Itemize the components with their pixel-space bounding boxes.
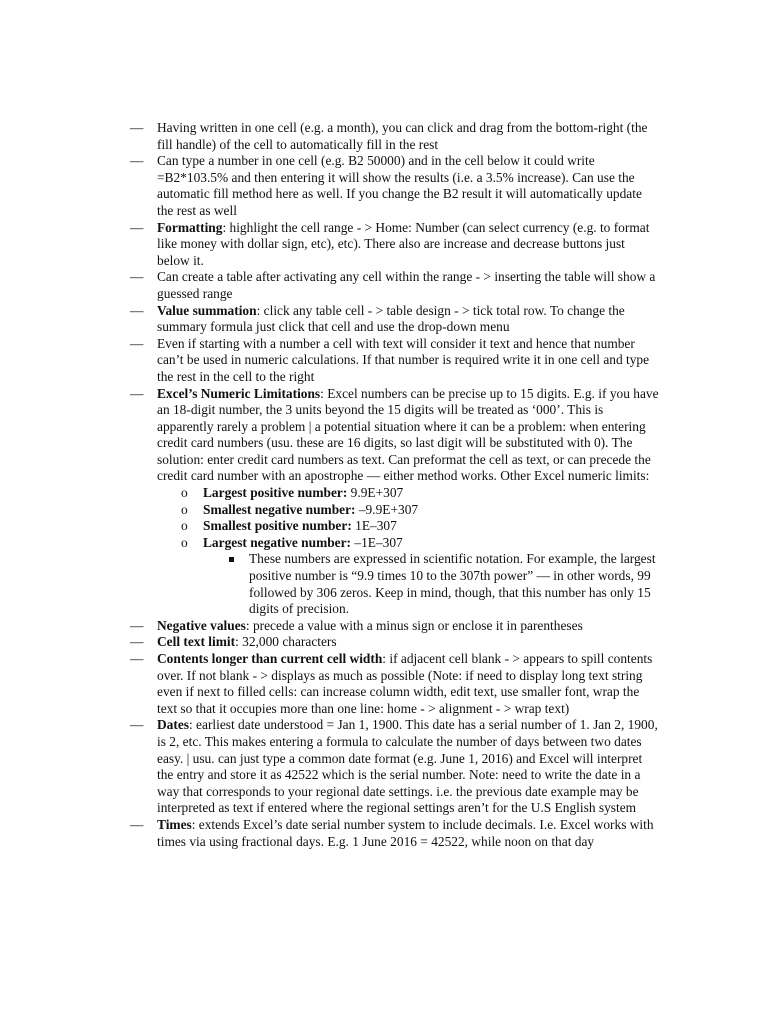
dash-bullet-icon: — [130, 385, 144, 401]
item-bold-label: Contents longer than current cell width [157, 651, 383, 666]
limit-value: 1E–307 [351, 518, 397, 534]
item-text: : precede a value with a minus sign or enclose it in parentheses [245, 617, 583, 633]
item-text: : if adjacent cell blank - > appears to spill contents over. If not blank - > displays as much as possible (Note: if need to display long text string even if next to filled cells: can increase column width, edit text, use smaller font, wrap the text so that it occupies more than one line: home - > alignment - > wrap text) [157, 651, 653, 716]
item-bold-label: Cell text limit [157, 634, 236, 650]
dash-bullet-icon: — [130, 335, 144, 351]
dash-bullet-icon: — [130, 302, 144, 318]
limit-item [176, 518, 660, 535]
item-text: Can type a number in one cell (e.g. B2 50000) and in the cell below it could write =B2*103.5% and then entering it will show the results (i.e. a 3.5% increase). Can use the automatic fill method here as well. If you change the B2 result it will automatically update the rest as well [157, 153, 642, 218]
list-item [130, 386, 660, 618]
circle-bullet-icon: o [181, 501, 188, 517]
dash-bullet-icon: — [130, 816, 144, 832]
limits-note-text: These numbers are expressed in scientific notation. For example, the largest positive number is “9.9 times 10 to the 307th power” — in other words, 99 followed by 306 zeros. Keep in mind, though, that this number has only 15 digits of precision. [249, 551, 656, 617]
item-text: : highlight the cell range - > Home: Number (can select currency (e.g. to format like money with dollar sign, etc), etc). There also are increase and decrease buttons just below it. [157, 219, 650, 268]
notes-list [130, 120, 660, 850]
item-bold-label: Times [157, 816, 192, 832]
numeric-limits-list [157, 485, 660, 618]
item-bold-label: Formatting [157, 219, 223, 235]
limit-label: Smallest positive number: [203, 518, 352, 534]
circle-bullet-icon: o [181, 485, 188, 501]
limit-label: Largest positive number: [203, 485, 348, 501]
dash-bullet-icon: — [130, 634, 144, 650]
list-item [130, 618, 660, 635]
dash-bullet-icon: — [130, 153, 144, 169]
item-bold-label: Excel’s Numeric Limitations [157, 385, 321, 401]
dash-bullet-icon: — [130, 617, 144, 633]
item-text: : earliest date understood = Jan 1, 1900. This date has a serial number of 1. Jan 2, 1900, is 2, etc. This makes entering a formula to calculate the number of days between two dates easy. | usu. can just type a common date format (e.g. June 1, 2016) and Excel will interpret the entry and store it as 42522 which is the serial number. Note: need to write the date in a way that corresponds to your regional date settings. i.e. the previous date example may be interpreted as text if entered where the regional settings aren’t for the U.S English system [157, 717, 658, 816]
list-item [130, 634, 660, 651]
list-item [130, 269, 660, 302]
list-item [130, 817, 660, 850]
limit-item [176, 502, 660, 519]
limit-value: –9.9E+307 [355, 501, 419, 517]
item-bold-label: Negative values [157, 617, 246, 633]
list-item [130, 303, 660, 336]
item-bold-label: Dates [157, 717, 189, 733]
circle-bullet-icon: o [181, 518, 188, 534]
item-text: : 32,000 characters [235, 634, 337, 650]
list-item [130, 651, 660, 717]
limits-note-item [222, 551, 660, 617]
dash-bullet-icon: — [130, 120, 144, 135]
dash-bullet-icon: — [130, 269, 144, 285]
limit-value: –1E–307 [351, 534, 403, 550]
item-bold-label: Value summation [157, 302, 257, 318]
circle-bullet-icon: o [181, 534, 188, 550]
limit-label: Largest negative number: [203, 534, 352, 550]
item-text: Can create a table after activating any cell within the range - > inserting the table will show a guessed range [157, 269, 656, 301]
item-text: Having written in one cell (e.g. a month), you can click and drag from the bottom-right (the fill handle) of the cell to automatically fill in the rest [157, 120, 648, 152]
limit-label: Smallest negative number: [203, 501, 356, 517]
item-text: Even if starting with a number a cell with text will consider it text and hence that number can’t be used in numeric calculations. If that number is required write it in one cell and type the rest in the cell to the right [157, 335, 650, 384]
notes-content [130, 120, 660, 850]
item-text: : click any table cell - > table design - > tick total row. To change the summary formula just click that cell and use the drop-down menu [157, 302, 625, 335]
list-item [130, 220, 660, 270]
limits-note-list [203, 551, 660, 617]
dash-bullet-icon: — [130, 219, 144, 235]
list-item [130, 120, 660, 153]
dash-bullet-icon: — [130, 651, 144, 666]
item-text: : extends Excel’s date serial number system to include decimals. I.e. Excel works with times via using fractional days. E.g. 1 June 2016 = 42522, while noon on that day [157, 816, 654, 849]
square-bullet-icon [229, 557, 234, 562]
limit-item [176, 535, 660, 618]
limit-item [176, 485, 660, 502]
list-item [130, 153, 660, 219]
limit-value: 9.9E+307 [347, 485, 404, 501]
list-item [130, 717, 660, 817]
list-item [130, 336, 660, 386]
item-text: : Excel numbers can be precise up to 15 digits. E.g. if you have an 18-digit number, the 3 units beyond the 15 digits will be treated as ‘000’. This is apparently rarely a problem | a potential situation where it can be a problem: when entering credit card numbers (usu. these are 16 digits, so last digit will be substituted with 0). The solution: enter credit card numbers as text. Can preformat the cell as text, or can precede the credit card number with an apostrophe — either method works. Other Excel numeric limits: [157, 385, 659, 484]
dash-bullet-icon: — [130, 717, 144, 733]
